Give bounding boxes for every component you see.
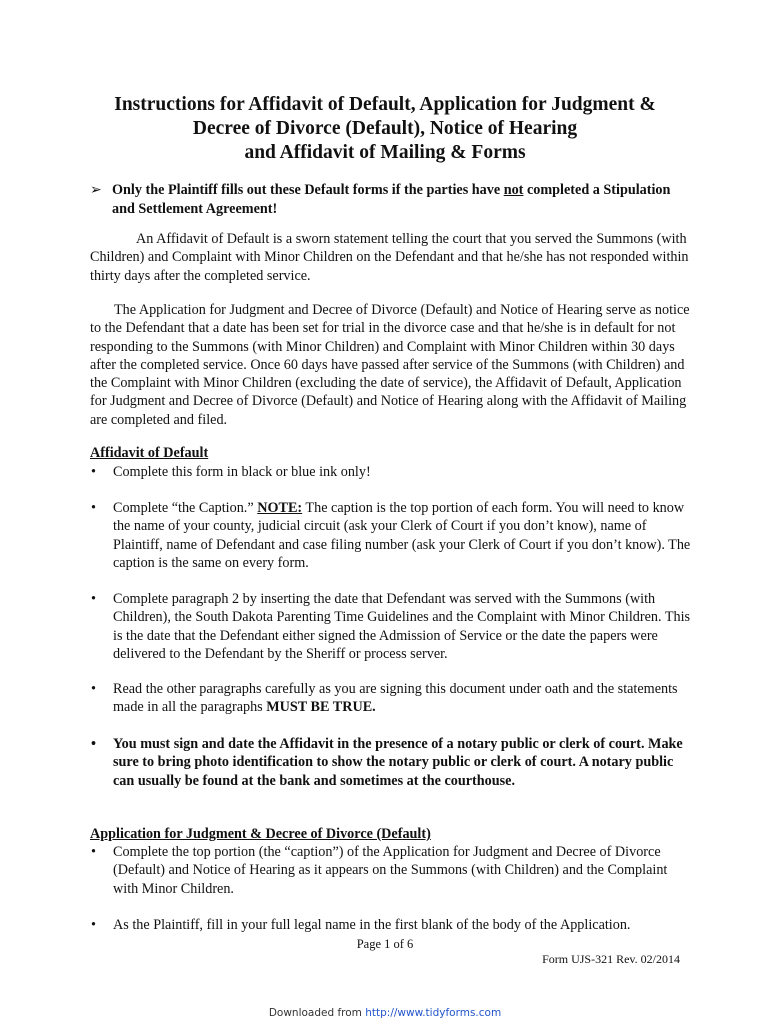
list-item-text: You must sign and date the Affidavit in the presence of a notary public or clerk of court. Make sure to bring photo identification to show the notary public or clerk of court. A notary public can usually be found at the bank and sometimes at the courthouse. <box>113 736 683 789</box>
title-line-1: Instructions for Affidavit of Default, Application for Judgment & <box>114 94 656 115</box>
round-bullet-icon: • <box>91 844 96 860</box>
arrowhead-bullet-icon: ➢ <box>90 182 102 198</box>
list-item <box>91 499 695 572</box>
round-bullet-icon: • <box>91 917 96 933</box>
round-bullet-icon: • <box>91 591 96 607</box>
application-definition-paragraph: The Application for Judgment and Decree of Divorce (Default) and Notice of Hearing serve as notice to the Defendant that a date has been set for trial in the divorce case and that he/she is in default for not responding to the Summons (with Minor Children) and Complaint with Minor Children within 30 days after the completed service. Once 60 days have passed after service of the Summons (with Children) and the Complaint with Minor Children (excluding the date of service), the Affidavit of Default, Application for Judgment and Decree of Divorce (Default) and Notice of Hearing along with the Affidavit of Mailing are completed and filed. <box>90 302 690 428</box>
form-number: Form UJS-321 Rev. 02/2014 <box>542 952 680 966</box>
download-label: Downloaded from <box>268 1007 366 1019</box>
list-item-text: The caption is the top portion of each form. You will need to know the name of your county, judicial circuit (ask your Clerk of Court if you don’t know), name of Plaintiff, name of Defendant and case filing number (ask your Clerk of Court if you don’t know). The caption is the same on every form. <box>113 500 691 571</box>
plaintiff-only-note <box>90 181 692 218</box>
list-item <box>91 590 695 663</box>
note-text-part2: completed a Stipulation and Settlement Agreement! <box>112 182 671 217</box>
list-item-text: Read the other paragraphs carefully as you are signing this document under oath and the statements made in all the paragraphs <box>113 681 678 716</box>
emphasis-text: MUST BE TRUE. <box>266 699 376 716</box>
list-item <box>91 463 695 481</box>
list-item <box>91 735 695 790</box>
title-line-2: Decree of Divorce (Default), Notice of Hearing <box>192 118 578 139</box>
list-item-text: Complete this form in black or blue ink only! <box>113 464 371 480</box>
affidavit-of-default-heading: Affidavit of Default <box>90 445 209 461</box>
download-link[interactable]: http://www.tidyforms.com <box>365 1007 502 1019</box>
document-title <box>60 93 710 165</box>
list-item-text: Complete “the Caption.” <box>113 500 258 516</box>
list-item <box>91 843 695 898</box>
download-footer <box>0 1007 770 1019</box>
application-for-judgment-heading: Application for Judgment & Decree of Divorce (Default) <box>90 826 431 842</box>
round-bullet-icon: • <box>91 736 96 752</box>
list-item-text: As the Plaintiff, fill in your full legal name in the first blank of the body of the Application. <box>113 917 631 933</box>
page-number: Page 1 of 6 <box>356 937 414 951</box>
note-label: NOTE: <box>257 500 303 516</box>
list-item-text: Complete paragraph 2 by inserting the date that Defendant was served with the Summons (with Children), the South Dakota Parenting Time Guidelines and the Complaint with Minor Children. This is the date that the Defendant either signed the Admission of Service or the date the papers were delivered to the Defendant by the Sheriff or process server. <box>113 591 691 662</box>
list-item <box>91 680 695 717</box>
list-item <box>91 916 695 934</box>
round-bullet-icon: • <box>91 500 96 516</box>
title-line-3: and Affidavit of Mailing & Forms <box>244 142 526 163</box>
round-bullet-icon: • <box>91 464 96 480</box>
note-underlined-word: not <box>503 182 524 198</box>
round-bullet-icon: • <box>91 681 96 697</box>
note-text-part1: Only the Plaintiff fills out these Default forms if the parties have <box>112 182 504 198</box>
affidavit-definition-paragraph: An Affidavit of Default is a sworn statement telling the court that you served the Summons (with Children) and Complaint with Minor Children on the Defendant and that he/she has not responded within thirty days after the completed service. <box>90 231 689 284</box>
list-item-text: Complete the top portion (the “caption”) of the Application for Judgment and Decree of Divorce (Default) and Notice of Hearing as it appears on the Summons (with Children) and the Complaint with Minor Children. <box>113 844 668 897</box>
